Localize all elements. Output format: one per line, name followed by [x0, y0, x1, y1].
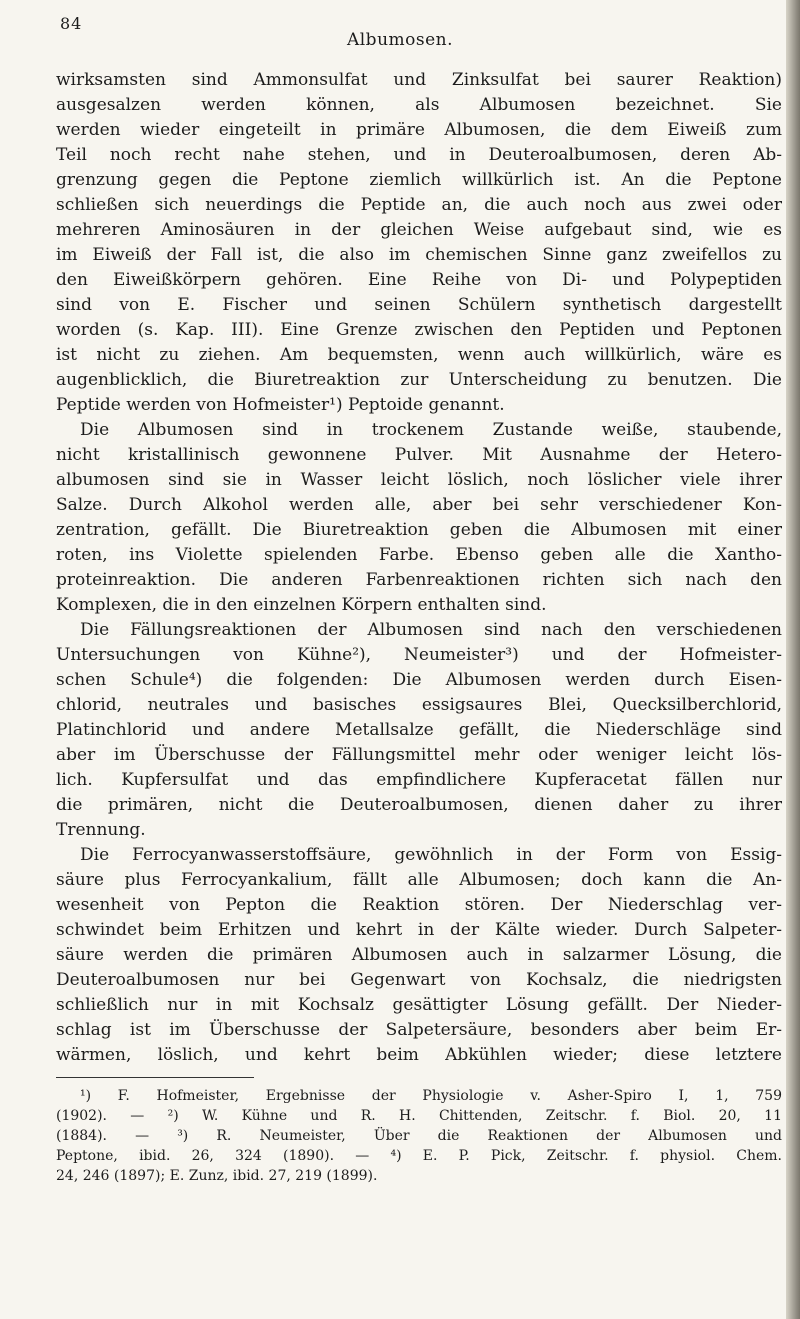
text-line: Die Ferrocyanwasserstoffsäure, gewöhnlich in der Form von Essig- — [80, 845, 782, 865]
text-line: augenblicklich, die Biuretreaktion zur Unterscheidung zu benutzen. Die — [56, 370, 782, 390]
text-line: sind von E. Fischer und seinen Schülern synthetisch dargestellt — [56, 295, 782, 315]
paragraph-1 — [56, 68, 782, 418]
footnotes — [56, 1086, 782, 1186]
text-line: wirksamsten sind Ammonsulfat und Zinksulfat bei saurer Reaktion) — [56, 70, 782, 90]
text-line: schwindet beim Erhitzen und kehrt in der Kälte wieder. Durch Salpeter- — [56, 920, 782, 940]
text-line: ausgesalzen werden können, als Albumosen bezeichnet. Sie — [56, 95, 782, 115]
text-line: die primären, nicht die Deuteroalbumosen, dienen daher zu ihrer — [56, 795, 782, 815]
text-line: Teil noch recht nahe stehen, und in Deuteroalbumosen, deren Ab- — [56, 145, 782, 165]
text-line: grenzung gegen die Peptone ziemlich willkürlich ist. An die Peptone — [56, 170, 782, 190]
footnote-line: (1902). — ²) W. Kühne und R. H. Chittenden, Zeitschr. f. Biol. 20, 11 — [56, 1108, 782, 1124]
text-line: schlag ist im Überschusse der Salpetersäure, besonders aber beim Er- — [56, 1020, 782, 1040]
text-line: den Eiweißkörpern gehören. Eine Reihe von Di- und Polypeptiden — [56, 270, 782, 290]
text-line: Die Fällungsreaktionen der Albumosen sind nach den verschiedenen — [80, 620, 782, 640]
footnote-divider — [56, 1077, 254, 1078]
text-line: nicht kristallinisch gewonnene Pulver. Mit Ausnahme der Hetero- — [56, 445, 782, 465]
text-line: schließen sich neuerdings die Peptide an, die auch noch aus zwei oder — [56, 195, 782, 215]
text-line: wesenheit von Pepton die Reaktion stören. Der Niederschlag ver- — [56, 895, 782, 915]
text-line: proteinreaktion. Die anderen Farbenreaktionen richten sich nach den — [56, 570, 782, 590]
footnote-line: ¹) F. Hofmeister, Ergebnisse der Physiologie v. Asher-Spiro I, 1, 759 — [80, 1088, 782, 1104]
text-line: Die Albumosen sind in trockenem Zustande weiße, staubende, — [80, 420, 782, 440]
footnote-line: Peptone, ibid. 26, 324 (1890). — ⁴) E. P. Pick, Zeitschr. f. physiol. Chem. — [56, 1148, 782, 1164]
text-line: werden wieder eingeteilt in primäre Albumosen, die dem Eiweiß zum — [56, 120, 782, 140]
text-line: Platinchlorid und andere Metallsalze gefällt, die Niederschläge sind — [56, 720, 782, 740]
text-line: Untersuchungen von Kühne²), Neumeister³) und der Hofmeister- — [56, 645, 782, 665]
text-line: Deuteroalbumosen nur bei Gegenwart von Kochsalz, die niedrigsten — [56, 970, 782, 990]
text-line: Salze. Durch Alkohol werden alle, aber bei sehr verschiedener Kon- — [56, 495, 782, 515]
text-line: wärmen, löslich, und kehrt beim Abkühlen wieder; diese letztere — [56, 1045, 782, 1065]
text-line: Peptide werden von Hofmeister¹) Peptoide genannt. — [56, 395, 505, 415]
paragraph-3 — [56, 618, 782, 843]
footnote-line: 24, 246 (1897); E. Zunz, ibid. 27, 219 (1899). — [56, 1168, 378, 1184]
text-line: säure werden die primären Albumosen auch in salzarmer Lösung, die — [56, 945, 782, 965]
running-head: Albumosen. — [346, 30, 454, 50]
text-line: schließlich nur in mit Kochsalz gesättigter Lösung gefällt. Der Nieder- — [56, 995, 782, 1015]
paragraph-2 — [56, 418, 782, 618]
text-line: Trennung. — [56, 820, 146, 840]
page-edge-shadow — [786, 0, 800, 1319]
text-line: lich. Kupfersulfat und das empfindlichere Kupferacetat fällen nur — [56, 770, 782, 790]
footnote-line: (1884). — ³) R. Neumeister, Über die Reaktionen der Albumosen und — [56, 1128, 782, 1144]
text-line: zentration, gefällt. Die Biuretreaktion geben die Albumosen mit einer — [56, 520, 782, 540]
text-line: im Eiweiß der Fall ist, die also im chemischen Sinne ganz zweifellos zu — [56, 245, 782, 265]
text-line: roten, ins Violette spielenden Farbe. Ebenso geben alle die Xantho- — [56, 545, 782, 565]
paragraph-4 — [56, 843, 782, 1068]
text-line: chlorid, neutrales und basisches essigsaures Blei, Quecksilberchlorid, — [56, 695, 782, 715]
text-line: ist nicht zu ziehen. Am bequemsten, wenn auch willkürlich, wäre es — [56, 345, 782, 365]
text-line: Komplexen, die in den einzelnen Körpern enthalten sind. — [56, 595, 547, 615]
text-line: worden (s. Kap. III). Eine Grenze zwischen den Peptiden und Peptonen — [56, 320, 782, 340]
main-text — [56, 68, 782, 1186]
text-line: säure plus Ferrocyankalium, fällt alle Albumosen; doch kann die An- — [56, 870, 782, 890]
text-line: albumosen sind sie in Wasser leicht löslich, noch löslicher viele ihrer — [56, 470, 782, 490]
text-line: mehreren Aminosäuren in der gleichen Weise aufgebaut sind, wie es — [56, 220, 782, 240]
page-number: 84 — [60, 14, 83, 33]
text-line: schen Schule⁴) die folgenden: Die Albumosen werden durch Eisen- — [56, 670, 782, 690]
text-line: aber im Überschusse der Fällungsmittel mehr oder weniger leicht lös- — [56, 745, 782, 765]
